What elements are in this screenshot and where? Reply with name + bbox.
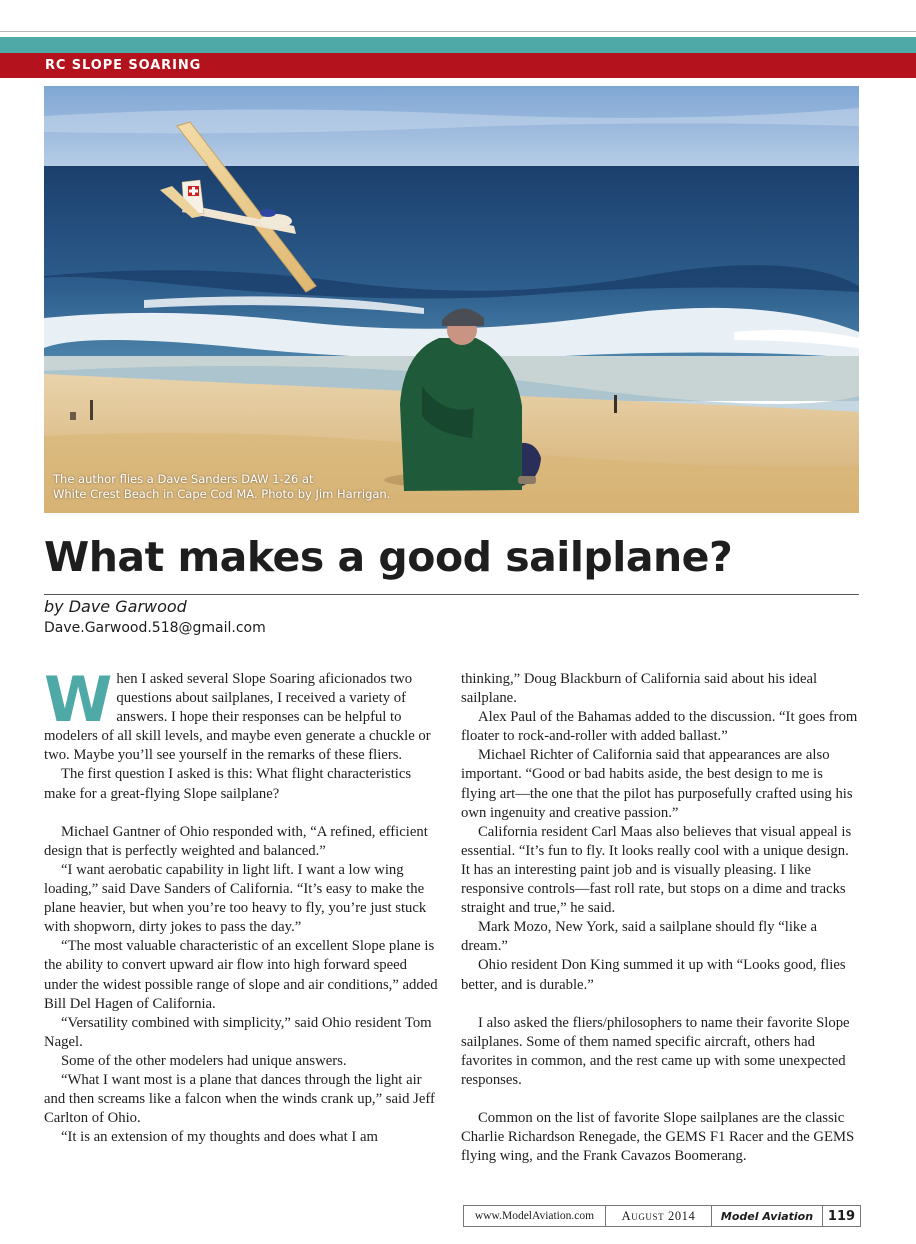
photo-illustration [44,86,859,513]
magazine-name: Model Aviation [712,1206,823,1226]
drop-cap: W [44,663,113,736]
caption-line-1: The author flies a Dave Sanders DAW 1-26 at [53,472,314,486]
paragraph: “It is an extension of my thoughts and does what I am [61,1129,378,1146]
caption-line-2: White Crest Beach in Cape Cod MA. Photo by Jim Harrigan. [53,487,391,501]
paragraph: Some of the other modelers had unique answers. [61,1052,347,1069]
photo-caption [53,472,390,502]
paragraph: “I want aerobatic capability in light lift. I want a low wing loading,” said Dave Sanders of California. “It’s easy to make the plane heavier, but when you’re too heavy to fly, you’re just stuck with shopworn, dirty jokes to pass the day.” [44,861,427,936]
right-column [461,670,859,1166]
paragraph: Alex Paul of the Bahamas added to the discussion. “It goes from floater to rock-and-roller with added ballast.” [461,709,858,745]
author-email[interactable]: Dave.Garwood.518@gmail.com [44,620,266,636]
paragraph: “The most valuable characteristic of an excellent Slope plane is the ability to convert upward air flow into high forward speed under the widest possible range of slope and air conditions,” added Bill Del Hagen of California. [44,938,438,1012]
teal-band [0,37,916,53]
paragraph: Michael Richter of California said that appearances are also important. “Good or bad habits aside, the best design to me is flying art—the one that the pilot has purposefully crafted using his own ingenuity and creative passion.” [461,747,853,821]
issue-date: August 2014 [606,1206,712,1226]
paragraph: California resident Carl Maas also believes that visual appeal is essential. “It’s fun to fly. It looks really cool with a unique design. It has an interesting paint job and is visually pleasing. I like responsive controls—fast roll rate, but stops on a dime and tracks straight and true,” he said. [461,823,852,917]
paragraph: The first question I asked is this: What flight characteristics make for a great-flying Slope sailplane? [44,766,412,802]
page-footer [463,1205,861,1227]
left-column [44,663,439,1147]
paragraph: I also asked the fliers/philosophers to name their favorite Slope sailplanes. Some of them named specific aircraft, others had favorites in common, and the rest came up with some unexpected responses. [461,1014,850,1088]
byline: by Dave Garwood [44,597,187,616]
paragraph: “What I want most is a plane that dances through the light air and then screams like a falcon when the winds crank up,” said Jeff Carlton of Ohio. [44,1071,435,1127]
article-title: What makes a good sailplane? [44,533,733,581]
section-label: RC SLOPE SOARING [45,58,202,73]
paragraph: Mark Mozo, New York, said a sailplane should fly “like a dream.” [461,919,817,955]
title-rule [44,594,859,595]
paragraph: Ohio resident Don King summed it up with “Looks good, flies better, and is durable.” [461,957,846,993]
page-number: 119 [827,1208,856,1224]
website-link[interactable]: www.ModelAviation.com [464,1206,606,1226]
paragraph: thinking,” Doug Blackburn of California said about his ideal sailplane. [461,671,818,707]
paragraph: “Versatility combined with simplicity,” said Ohio resident Tom Nagel. [44,1014,432,1050]
top-rule [0,31,916,32]
paragraph: Michael Gantner of Ohio responded with, “A refined, efficient design that is perfectly weighted and balanced.” [44,823,428,859]
paragraph: Common on the list of favorite Slope sailplanes are the classic Charlie Richardson Renegade, the GEMS F1 Racer and the GEMS flying wing, and the Frank Cavazos Boomerang. [461,1110,855,1165]
paragraph: When I asked several Slope Soaring aficionados two questions about sailplanes, I received a variety of answers. I hope their responses can be helpful to modelers of all skill levels, and maybe even generate a chuckle or two. Maybe you’ll see yourself in the remarks of these fliers. [44,663,431,764]
beach-photo [44,86,859,513]
